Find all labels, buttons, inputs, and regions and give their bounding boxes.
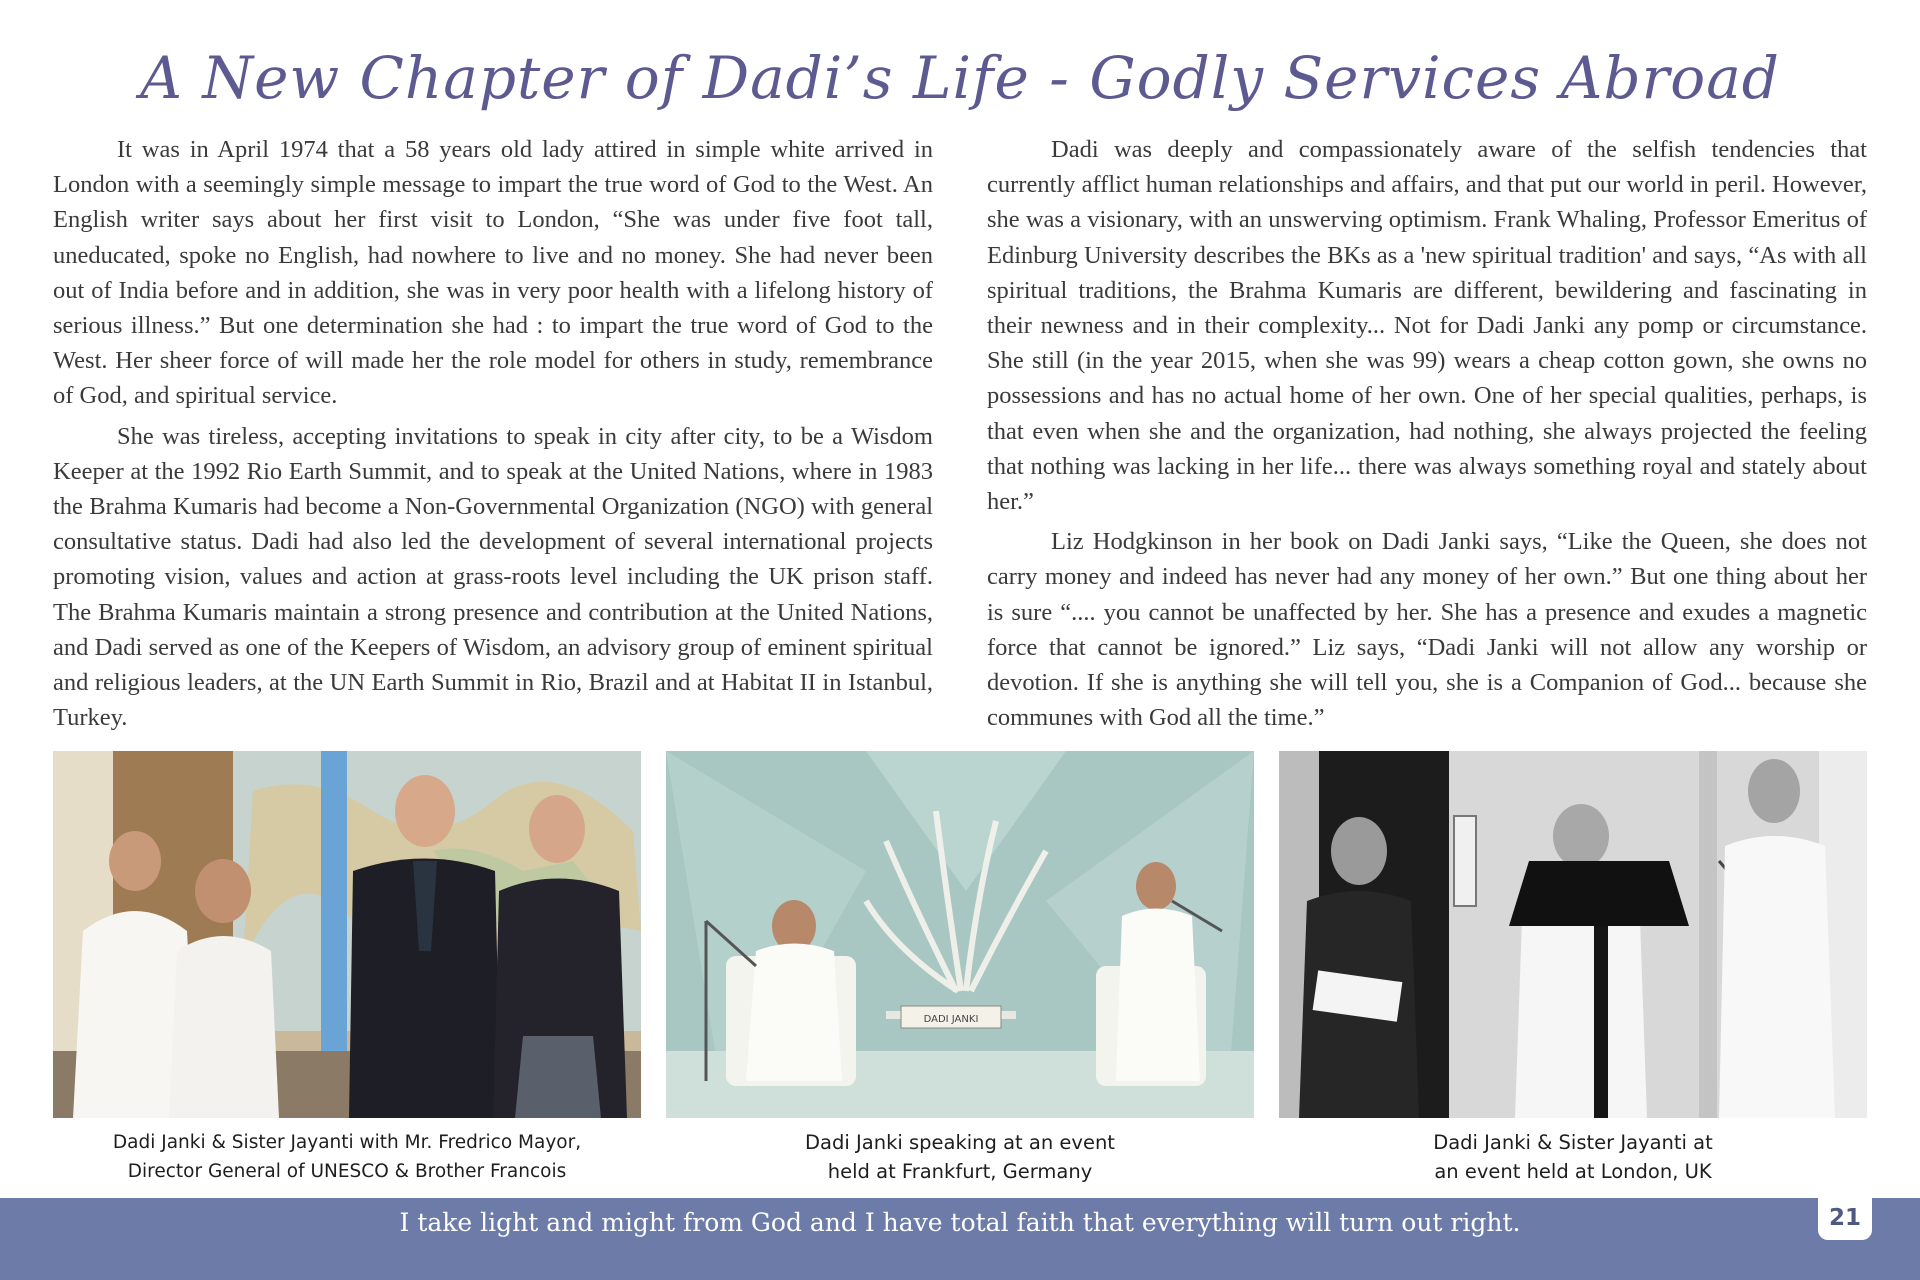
- paragraph-tireless: She was tireless, accepting invitations to speak in city after city, to be a Wisdom Keeper at the 1992 Rio Earth Summit, and to speak at the United Nations, where in 1983 the Brahma Kumaris had become a Non-Governmental Organization (NGO) with general consultative status. Dadi had also led the development of several international projects promoting vision, values and action at grass-roots level including the UK prison staff. The Brahma Kumaris maintain a strong presence and contribution at the United Nations, and Dadi served as one of the Keepers of Wisdom, an advisory group of eminent spiritual and religious leaders, at the UN Earth Summit in Rio, Brazil and at Habitat II in Istanbul, Turkey.: [53, 422, 933, 732]
- photo-unesco-meeting: [53, 751, 641, 1118]
- caption-line: Director General of UNESCO & Brother Francois: [127, 1161, 567, 1182]
- caption-london-event: [1279, 1128, 1867, 1186]
- photo-london-event: [1279, 751, 1867, 1118]
- left-column: [53, 132, 933, 732]
- page-number: 21: [1818, 1196, 1872, 1240]
- page-title: A New Chapter of Dadi’s Life - Godly Services Abroad: [140, 44, 1780, 112]
- right-column: [987, 132, 1867, 732]
- paragraph-liz-hodgkinson: Liz Hodgkinson in her book on Dadi Janki says, “Like the Queen, she does not carry money and indeed has never had any money of her own.” But one thing about her is sure “.... you cannot be unaffected by her. She has a presence and exudes a magnetic force that cannot be ignored.” Liz says, “Dadi Janki will not allow any worship or devotion. If she is anything she will tell you, she is a Companion of God... because she communes with God all the time.”: [987, 528, 1867, 732]
- caption-line: held at Frankfurt, Germany: [827, 1160, 1093, 1183]
- photo-frankfurt-stage: [666, 751, 1254, 1118]
- caption-line: Dadi Janki & Sister Jayanti at: [1433, 1131, 1713, 1154]
- caption-line: an event held at London, UK: [1434, 1160, 1712, 1183]
- caption-frankfurt-stage: [666, 1128, 1254, 1186]
- caption-line: Dadi Janki speaking at an event: [805, 1131, 1115, 1154]
- name-sign-text: DADI JANKI: [923, 1014, 979, 1025]
- paragraph-visionary: Dadi was deeply and compassionately aware of the selfish tendencies that currently afflict human relationships and affairs, and that put our world in peril. However, she was a visionary, with an unswerving optimism. Frank Whaling, Professor Emeritus of Edinburg University describes the BKs as a 'new spiritual tradition' and says, “As with all spiritual traditions, the Brahma Kumaris are different, bewildering and fascinating in their newness and in their complexity... Not for Dadi Janki any pomp or circumstance. She still (in the year 2015, when she was 99) wears a cheap cotton gown, she owns no possessions and has no actual home of her own. One of her special qualities, perhaps, is that even when she and the organization, had nothing, she always projected the feeling that nothing was lacking in her life... there was always something royal and stately about her.”: [987, 136, 1867, 516]
- caption-line: Dadi Janki & Sister Jayanti with Mr. Fredrico Mayor,: [112, 1132, 582, 1153]
- caption-unesco-meeting: [53, 1128, 641, 1186]
- footer-quote: I take light and might from God and I have total faith that everything will turn out right.: [399, 1208, 1521, 1237]
- paragraph-arrival: It was in April 1974 that a 58 years old lady attired in simple white arrived in London with a seemingly simple message to impart the true word of God to the West. An English writer says about her first visit to London, “She was under five foot tall, uneducated, spoke no English, had nowhere to live and no money. She had never been out of India before and in addition, she was in very poor health with a lifelong history of serious illness.” But one determination she had : to impart the true word of God to the West. Her sheer force of will made her the role model for others in study, remembrance of God, and spiritual service.: [53, 136, 933, 410]
